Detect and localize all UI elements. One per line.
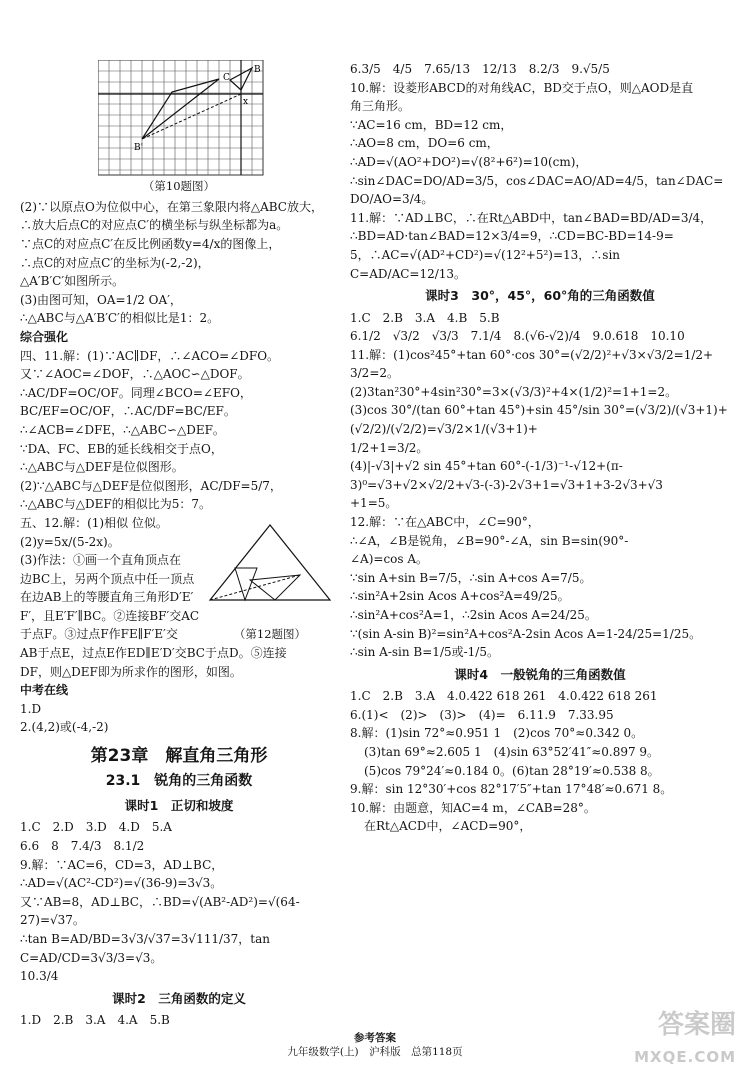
left-line-23: 于点F。③过点F作FE∥F′E′交: [20, 627, 178, 642]
lesson3-line-18: ∴sin A-sin B=1/5或-1/5。: [350, 645, 499, 660]
lesson1-line-5: 又∵AB=8，AD⊥BC，∴BD=√(AB²-AD²)=√(64-27)=√37。: [20, 894, 300, 928]
right-line-9: 11.解：∵AD⊥BC，∴在Rt△ABD中，tan∠BAD=BD/AD=3/4，: [350, 210, 713, 225]
fig10-label-B: B: [254, 65, 261, 75]
footer-answer-label: 参考答案: [354, 1032, 396, 1044]
lesson2-line-1: 1.D 2.B 3.A 4.A 5.B: [20, 1013, 170, 1028]
figure-12-diagram: [205, 520, 335, 620]
lesson3-line-12: ∴∠A，∠B是锐角，∠B=90°-∠A，sin B=sin(90°-: [350, 533, 629, 548]
left-line-22: F′，且E′F′∥BC。②连接BF′交AC: [20, 608, 200, 623]
fig10-label-x: x: [243, 97, 249, 107]
lesson1-line-3: 9.解：∵AC=6，CD=3，AD⊥BC，: [20, 857, 224, 872]
lesson4-line-3: 8.解：(1)sin 72°≈0.951 1 (2)cos 70°≈0.342 0。: [350, 726, 644, 741]
lesson3-line-1: 1.C 2.B 3.A 4.B 5.B: [350, 310, 500, 325]
left-line-21: 在边AB上的等腰直角三角形D′E′: [20, 590, 194, 605]
lesson1-title: 课时1 正切和坡度: [124, 798, 234, 814]
chapter-title: 第23章 解直角三角形: [90, 746, 268, 767]
left-line-20: 边BC上，另两个顶点中任一顶点: [20, 571, 195, 586]
left-line-11: ∴AC/DF=OC/OF。同理∠BCO=∠EFO，BC/EF=OC/OF，∴AC/DF=BC/EF。: [20, 385, 252, 419]
left-line-9: 四、11.解：(1)∵AC∥DF，∴∠ACO=∠DFO。: [20, 348, 280, 363]
right-column: [350, 60, 730, 836]
right-line-5: ∴AO=8 cm，DO=6 cm，: [350, 136, 499, 151]
figure-10-caption: （第10题图）: [142, 179, 216, 193]
section-title: 23.1 锐角的三角函数: [105, 773, 253, 790]
left-line-24: AB于点E，过点E作ED∥E′D′交BC于点D。⑤连接: [20, 646, 287, 661]
lesson3-line-8: (4)|-√3|+√2 sin 45°+tan 60°-(-1/3)⁻¹-√12+(π-: [350, 459, 623, 474]
left-line-10: 又∵∠AOC=∠DOF，∴△AOC∽△DOF。: [20, 367, 250, 382]
lesson2-title: 课时2 三角函数的定义: [112, 990, 246, 1006]
right-line-4: ∵AC=16 cm，BD=12 cm，: [350, 117, 513, 132]
lesson4-line-2: 6.(1)< (2)> (3)> (4)= 6.11.9 7.33.95: [350, 707, 614, 722]
left-line-28: 2.(4,2)或(-4,-2): [20, 720, 109, 735]
right-line-10: ∴BD=AD·tan∠BAD=12×3/4=9，∴CD=BC-BD=14-9=: [350, 229, 674, 244]
fig10-label-C: C: [223, 73, 230, 83]
left-line-19: (3)作法：①画一个直角顶点在: [20, 553, 181, 568]
right-line-1: 6.3/5 4/5 7.65/13 12/13 8.2/3 9.√5/5: [350, 62, 610, 76]
lesson3-line-3: 11.解：(1)cos²45°+tan 60°·cos 30°=(√2/2)²+√3×√3/2=1/2+: [350, 347, 714, 362]
left-line-3: ∵点C的对应点C′在反比例函数y=4/x的图像上，: [20, 237, 281, 251]
lesson3-line-6: (3)cos 30°/(tan 60°+tan 45°)+sin 45°/sin 30°=(√3/2)/(√3+1)+(√2/2)/(√2/2)=√3/2×1/(√3+1)+: [350, 403, 728, 437]
lesson4-title: 课时4 一般锐角的三角函数值: [454, 666, 626, 682]
right-line-11: 5，∴AC=√(AD²+CD²)=√(12²+5²)=13，∴sin C=AD/AC=12/13。: [350, 247, 624, 281]
figure-10: [20, 60, 338, 182]
lesson1-line-4: ∴AD=√(AC²-CD²)=√(36-9)=3√3。: [20, 876, 223, 891]
left-line-17: 五、12.解：(1)相似 位似。: [20, 515, 168, 530]
lesson3-line-11: 12.解：∵在△ABC中，∠C=90°，: [350, 515, 540, 530]
left-line-16: ∴△ABC与△DEF的相似比为5：7。: [20, 497, 211, 512]
lesson3-line-13: ∠A)=cos A。: [350, 552, 429, 567]
right-line-6: ∴AD=√(AO²+DO²)=√(8²+6²)=10(cm)，: [350, 154, 588, 169]
lesson3-line-10: +1=5。: [350, 496, 398, 511]
lesson4-line-1: 1.C 2.B 3.A 4.0.422 618 261 4.0.422 618 261: [350, 689, 658, 704]
lesson3-line-16: ∴sin²A+cos²A=1，∴2sin Acos A=24/25。: [350, 608, 597, 622]
lesson4-line-5: (5)cos 79°24′≈0.184 0。(6)tan 28°19′≈0.538 8。: [364, 763, 660, 778]
lesson3-line-2: 6.1/2 √3/2 √3/3 7.1/4 8.(√6-√2)/4 9.0.618 10.10: [350, 329, 685, 344]
left-line-25: DF，则△DEF即为所求作的图形，如图。: [20, 664, 242, 679]
lesson1-line-2: 6.6 8 7.4/3 8.1/2: [20, 839, 145, 854]
footer-page-info: 九年级数学(上) 沪科版 总第118页: [287, 1046, 463, 1058]
left-line-4: ∴点C的对应点C′的坐标为(-2,-2)，: [20, 255, 210, 270]
figure-12-caption: （第12题图）: [233, 626, 307, 641]
watermark-logo: [634, 1005, 736, 1069]
left-line-6: (3)由图可知，OA=1/2 OA′，: [20, 292, 182, 307]
right-line-7: ∴sin∠DAC=DO/AD=3/5，cos∠DAC=AO/AD=4/5，tan∠DAC=: [350, 173, 724, 188]
left-line-18: (2)y=5x/(5-2x)。: [20, 534, 120, 549]
lesson3-line-4: 3/2=2。: [350, 366, 400, 381]
lesson3-line-17: ∵(sin A-sin B)²=sin²A+cos²A-2sin Acos A=1-24/25=1/25。: [350, 626, 702, 641]
lesson4-line-4: (3)tan 69°≈2.605 1 (4)sin 63°52′41″≈0.897 9。: [364, 744, 660, 759]
left-line-13: ∵DA、FC、EB的延长线相交于点O，: [20, 441, 223, 456]
left-line-12: ∴∠ACB=∠DFE，∴△ABC∽△DEF。: [20, 422, 225, 437]
lesson1-line-7: 10.3/4: [20, 969, 59, 984]
lesson3-title: 课时3 30°，45°，60°角的三角函数值: [425, 288, 655, 304]
watermark-en: MXQE.COM: [634, 1047, 736, 1066]
section-heading-zhongkao: 中考在线: [20, 683, 69, 698]
left-line-7: ∴△ABC与△A′B′C′的相似比是1：2。: [20, 311, 220, 326]
lesson1-line-1: 1.C 2.D 3.D 4.D 5.A: [20, 820, 172, 835]
left-line-1: (2)∵以原点O为位似中心，在第三象限内将△ABC放大，: [20, 199, 323, 214]
lesson4-line-6: 9.解：sin 12°30′+cos 82°17′5″+tan 17°48′≈0.671 8。: [350, 782, 673, 797]
left-line-14: ∴△ABC与△DEF是位似图形。: [20, 460, 184, 475]
right-line-8: DO/AO=3/4。: [350, 192, 434, 207]
lesson4-line-8: 在Rt△ACD中，∠ACD=90°，: [364, 819, 532, 834]
lesson3-line-9: 3)⁰=√3+√2×√2/2+√3-(-3)-2√3+1=√3+1+3-2√3+√3: [350, 477, 663, 492]
left-line-15: (2)∵△ABC与△DEF是位似图形，AC/DF=5/7，: [20, 478, 282, 493]
lesson1-line-6: ∴tan B=AD/BD=3√3/√37=3√111/37，tan C=AD/CD=3√3/3=√3。: [20, 932, 274, 965]
lesson3-line-7: 1/2+1=3/2。: [350, 440, 429, 455]
section-heading-zonghe: 综合强化: [20, 329, 69, 344]
left-line-2: ∴放大后点C的对应点C′的横坐标与纵坐标都为a。: [20, 218, 289, 233]
fig10-label-B-prime: B': [134, 143, 144, 153]
lesson4-line-7: 10.解：由题意，知AC=4 m，∠CAB=28°。: [350, 800, 596, 815]
figure-10-graph: [98, 60, 268, 178]
right-line-3: 角三角形。: [350, 99, 411, 114]
lesson3-line-15: ∴sin²A+2sin Acos A+cos²A=49/25。: [350, 589, 570, 604]
watermark-cn: 答案圈: [657, 1010, 736, 1041]
lesson3-line-5: (2)3tan²30°+4sin²30°=3×(√3/3)²+4×(1/2)²=1+1=2。: [350, 384, 678, 399]
right-line-2: 10.解：设菱形ABCD的对角线AC，BD交于点O，则△AOD是直: [350, 80, 694, 95]
left-line-27: 1.D: [20, 701, 42, 716]
left-line-5: △A′B′C′如图所示。: [20, 274, 125, 289]
lesson3-line-14: ∵sin A+sin B=7/5，∴sin A+cos A=7/5。: [350, 570, 592, 585]
figure-12: [205, 520, 335, 643]
